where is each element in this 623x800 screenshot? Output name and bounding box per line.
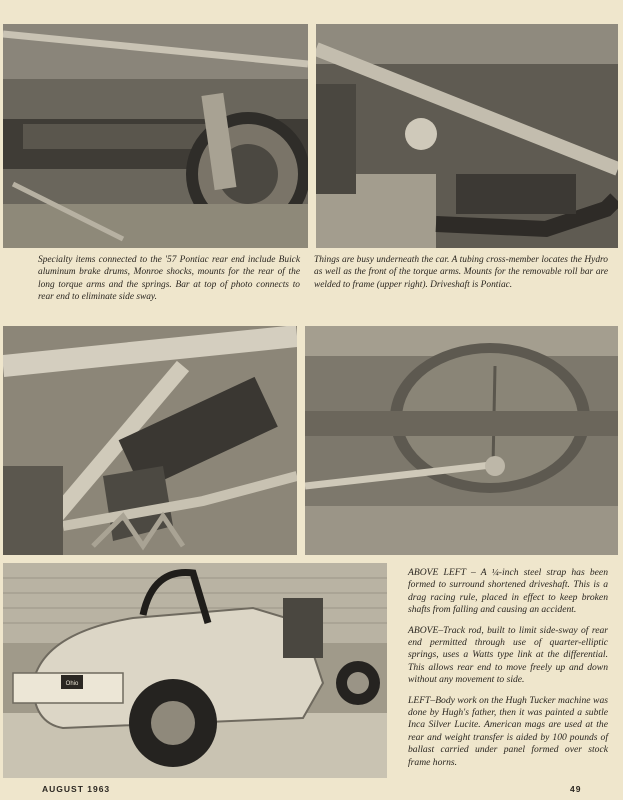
side-captions	[408, 567, 608, 777]
license-plate: Ohio	[65, 681, 79, 687]
caption-above: ABOVE–Track rod, built to limit side-sway of rear end permitted through use of quarter-elliptic springs, uses a Watts type link at the differential. This allows rear end to move freely up and down without any movement to side.	[408, 624, 608, 686]
footer-issue: AUGUST 1963	[42, 784, 111, 794]
caption-rear-end: Specialty items connected to the '57 Pontiac rear end include Buick aluminum brake drums, Monroe shocks, mounts for the rear of the long torque arms and the springs. Bar at top of photo connects to rear end to eliminate side sway.	[38, 255, 300, 303]
photo-track-rod	[305, 326, 618, 555]
photo-rear-end	[3, 24, 308, 248]
photo-driveshaft-strap	[3, 326, 297, 555]
photo-roadster	[3, 563, 387, 778]
caption-above-left: ABOVE LEFT – A ¼-inch steel strap has been formed to surround shortened driveshaft. This is a drag racing rule, placed in effect to keep broken shafts from falling and causing an accident.	[408, 567, 608, 616]
footer-page-number: 49	[570, 784, 582, 794]
caption-left: LEFT–Body work on the Hugh Tucker machine was done by Hugh's father, then it was painted a subtle Inca Silver Lucite. American mags are used at the rear and weight transfer is aided by 100 pounds of ballast carried under panel formed over stock frame horns.	[408, 694, 608, 768]
photo-underneath	[316, 24, 618, 248]
caption-underneath: Things are busy underneath the car. A tubing cross-member locates the Hydro as well as the front of the torque arms. Mounts for the removable roll bar are welded to frame (upper right). Driveshaft is Pontiac.	[314, 255, 608, 290]
